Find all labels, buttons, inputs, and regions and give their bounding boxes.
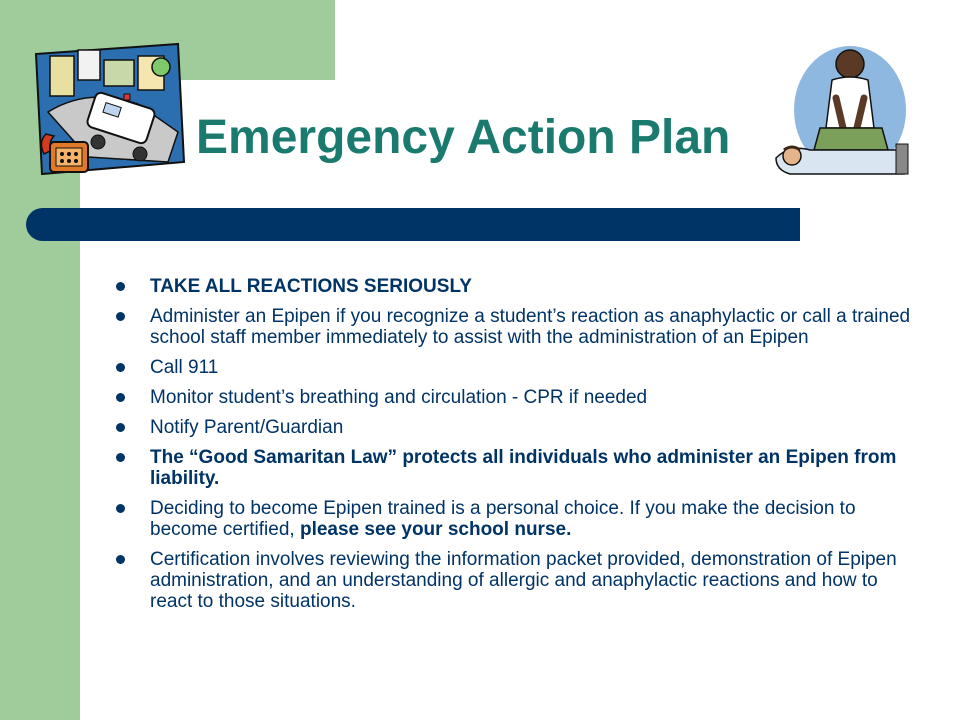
bullet-text: Monitor student’s breathing and circulation - CPR if needed <box>150 387 648 408</box>
bullet-item <box>116 417 916 438</box>
bullet-text: Deciding to become Epipen trained is a personal choice. If you make the decision to become certified, <box>150 498 856 540</box>
cpr-person-icon <box>770 40 910 190</box>
bullet-item <box>116 276 916 297</box>
city-ambulance-phone-icon <box>28 42 188 182</box>
bullet-dot <box>116 363 125 372</box>
bullet-item <box>116 447 916 489</box>
bullet-text: TAKE ALL REACTIONS SERIOUSLY <box>150 276 472 297</box>
bullet-item <box>116 549 916 612</box>
bullet-item <box>116 306 916 348</box>
bullet-list <box>116 276 916 621</box>
bullet-dot <box>116 504 125 513</box>
bullet-text: Certification involves reviewing the information packet provided, demonstration of Epipen administration, and an understanding of allergic and anaphylactic reactions and how to react to those situations. <box>150 549 897 612</box>
bullet-text: Administer an Epipen if you recognize a student’s reaction as anaphylactic or call a trained school staff member immediately to assist with the administration of an Epipen <box>150 306 911 348</box>
bullet-text: The “Good Samaritan Law” protects all individuals who administer an Epipen from liability. <box>150 447 897 489</box>
bullet-dot <box>116 555 125 564</box>
bullet-item <box>116 387 916 408</box>
bullet-dot <box>116 312 125 321</box>
bullet-item <box>116 498 916 540</box>
bullet-text: Notify Parent/Guardian <box>150 417 344 438</box>
page-title: Emergency Action Plan <box>196 111 731 164</box>
title-divider-bar <box>26 208 800 241</box>
bullet-dot <box>116 282 125 291</box>
bullet-dot <box>116 453 125 462</box>
bullet-text: Call 911 <box>150 357 219 378</box>
bullet-dot <box>116 423 125 432</box>
bullet-dot <box>116 393 125 402</box>
bullet-text-bold: please see your school nurse. <box>299 519 572 540</box>
bullet-item <box>116 357 916 378</box>
